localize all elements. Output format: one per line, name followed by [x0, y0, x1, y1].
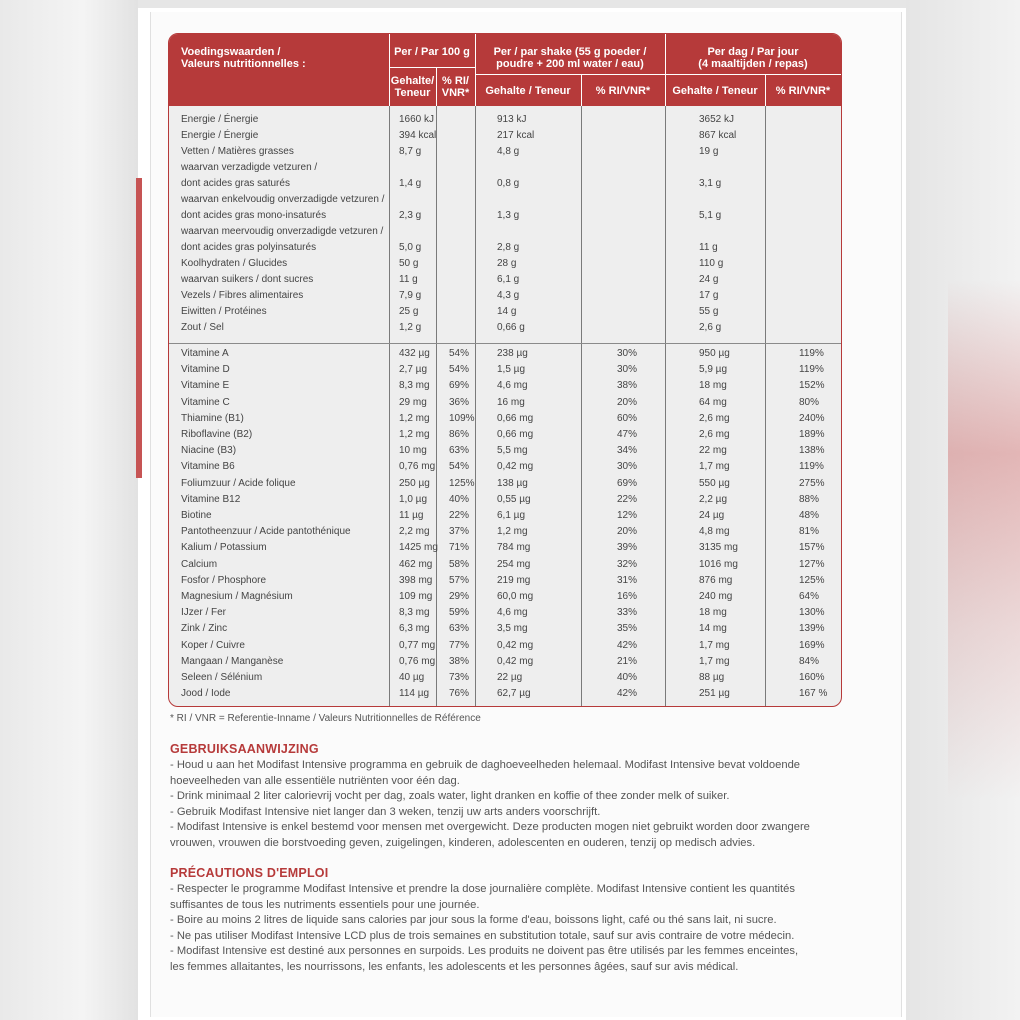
ri-per-day: 275%	[799, 477, 825, 489]
table-row	[169, 559, 841, 575]
ri-per-100g: 37%	[449, 526, 470, 538]
value-per-day: 2,6 mg	[699, 412, 730, 424]
table-row	[169, 397, 841, 413]
table-row	[169, 494, 841, 510]
row-label: IJzer / Fer	[181, 607, 227, 619]
value-per-day: 950 µg	[699, 348, 730, 359]
nutrition-table	[168, 33, 842, 707]
row-label: Niacine (B3)	[181, 445, 237, 457]
row-label: Calcium	[181, 558, 218, 570]
value-per-shake: 22 µg	[497, 672, 523, 683]
header-col0-line1: Voedingswaarden /	[181, 46, 281, 58]
header-col3-top-1: Per dag / Par jour	[707, 46, 799, 58]
value-per-day: 24 µg	[699, 510, 725, 521]
value-per-shake: 60,0 mg	[497, 591, 534, 602]
value-per-day: 2,2 µg	[699, 493, 728, 505]
ri-per-100g: 58%	[449, 558, 470, 570]
value-per-shake: 0,66 mg	[497, 412, 534, 424]
value-per-shake: 138 µg	[497, 477, 528, 489]
value-per-100g: 1425 mg	[399, 542, 438, 554]
ri-per-100g: 54%	[449, 364, 470, 376]
value-per-shake: 1,2 mg	[497, 526, 528, 538]
value-per-day: 18 mg	[699, 607, 727, 619]
value-per-100g: 11 g	[399, 274, 418, 285]
table-row	[169, 591, 841, 607]
table-row	[169, 607, 841, 623]
row-label: Vezels / Fibres alimentaires	[181, 290, 304, 301]
ri-per-shake: 47%	[617, 429, 638, 440]
value-per-day: 1,7 mg	[699, 655, 730, 667]
value-per-100g: 1660 kJ	[399, 114, 435, 125]
ri-per-100g: 109%	[449, 412, 475, 424]
value-per-100g: 29 mg	[399, 396, 427, 408]
value-per-day: 240 mg	[699, 591, 733, 602]
value-per-100g: 1,2 mg	[399, 429, 430, 440]
row-label: Eiwitten / Protéines	[181, 306, 267, 317]
header-col2-top-1: Per / par shake (55 g poeder /	[493, 46, 647, 58]
row-label: waarvan verzadigde vetzuren /	[181, 162, 318, 173]
value-per-shake: 4,8 g	[497, 146, 520, 157]
value-per-shake: 2,8 g	[497, 242, 520, 253]
ri-per-shake: 22%	[617, 493, 638, 505]
value-per-day: 3652 kJ	[699, 114, 735, 125]
row-label: Vetten / Matières grasses	[181, 146, 294, 157]
value-per-shake: 238 µg	[497, 348, 528, 359]
table-row	[169, 258, 841, 274]
table-row	[169, 162, 841, 194]
fr-line: les femmes allaitantes, les nourrissons, les enfants, les adolescents et les personnes âgées, sauf sur avis médical.	[170, 960, 739, 973]
value-per-shake: 6,1 µg	[497, 510, 526, 521]
ri-per-100g: 38%	[449, 655, 470, 667]
value-per-day: 24 g	[699, 274, 719, 285]
ri-per-day: 139%	[799, 623, 825, 635]
ri-per-day: 119%	[799, 348, 824, 359]
ri-per-day: 127%	[799, 558, 825, 570]
table-row	[169, 348, 841, 364]
value-per-100g: 8,3 mg	[399, 380, 430, 392]
nl-line: - Modifast Intensive is enkel bestemd voor mensen met overgewicht. Deze producten mogen niet gebruikt worden door zwangere	[170, 821, 810, 834]
value-per-day: 5,9 µg	[699, 364, 728, 376]
table-row	[169, 114, 841, 130]
row-label-fr: dont acides gras polyinsaturés	[181, 242, 317, 253]
value-per-shake: 217 kcal	[497, 130, 535, 141]
nl-line: hoeveelheden van alle essentiële nutriënten voor één dag.	[170, 774, 460, 787]
row-label: Thiamine (B1)	[181, 412, 244, 424]
ri-per-100g: 22%	[449, 510, 470, 521]
table-row	[169, 623, 841, 639]
ri-per-day: 160%	[799, 672, 825, 683]
row-label: Jood / Iode	[181, 688, 231, 700]
value-per-day: 18 mg	[699, 380, 727, 392]
value-per-100g: 6,3 mg	[399, 623, 430, 635]
value-per-100g: 11 µg	[399, 510, 424, 521]
ri-per-shake: 60%	[617, 412, 638, 424]
table-row	[169, 194, 841, 226]
value-per-shake: 6,1 g	[497, 274, 520, 285]
value-per-shake: 5,5 mg	[497, 445, 528, 457]
ri-per-shake: 69%	[617, 477, 638, 489]
value-per-day: 867 kcal	[699, 130, 737, 141]
ri-per-100g: 40%	[449, 493, 470, 505]
table-row	[169, 226, 841, 258]
value-per-shake: 4,3 g	[497, 290, 520, 301]
ri-per-day: 84%	[799, 655, 820, 667]
ri-per-shake: 42%	[617, 688, 638, 700]
row-label: Magnesium / Magnésium	[181, 591, 293, 602]
row-label: Fosfor / Phosphore	[181, 574, 267, 586]
value-per-shake: 28 g	[497, 258, 517, 269]
row-label-fr: dont acides gras saturés	[181, 178, 290, 189]
ri-per-shake: 38%	[617, 380, 638, 392]
value-per-day: 3,1 g	[699, 178, 722, 189]
header-col3-top-2: (4 maaltijden / repas)	[698, 58, 808, 70]
row-label-fr: dont acides gras mono-insaturés	[181, 210, 327, 221]
row-label: waarvan enkelvoudig onverzadigde vetzuren /	[181, 194, 385, 205]
header-col1-top: Per / Par 100 g	[394, 46, 470, 58]
value-per-100g: 50 g	[399, 258, 419, 269]
value-per-day: 876 mg	[699, 574, 733, 586]
value-per-100g: 7,9 g	[399, 290, 422, 301]
table-row	[169, 130, 841, 146]
value-per-day: 5,1 g	[699, 210, 722, 221]
ri-per-shake: 20%	[617, 396, 638, 408]
value-per-100g: 8,7 g	[399, 146, 422, 157]
nl-instructions	[170, 758, 860, 852]
value-per-day: 11 g	[699, 242, 718, 253]
header-col1-sub-a-1: Gehalte/	[390, 75, 435, 87]
header-col3-sub-a: Gehalte / Teneur	[672, 85, 758, 97]
value-per-day: 19 g	[699, 146, 719, 157]
value-per-day: 1,7 mg	[699, 461, 730, 473]
ri-per-day: 240%	[799, 412, 825, 424]
row-label: Zout / Sel	[181, 322, 224, 333]
value-per-shake: 0,66 mg	[497, 429, 534, 440]
value-per-shake: 0,55 µg	[497, 493, 531, 505]
ri-per-day: 64%	[799, 591, 820, 602]
value-per-day: 4,8 mg	[699, 526, 730, 538]
box-left-side	[0, 0, 138, 1020]
header-col2-sub-a: Gehalte / Teneur	[485, 85, 571, 97]
ri-per-day: 88%	[799, 493, 820, 505]
row-label: Energie / Énergie	[181, 114, 259, 125]
table-row	[169, 413, 841, 429]
table-row	[169, 290, 841, 306]
fr-line: - Modifast Intensive est destiné aux personnes en surpoids. Les produits ne doivent pas être utilisés par les femmes enceintes,	[170, 945, 799, 958]
value-per-shake: 0,42 mg	[497, 655, 534, 667]
value-per-shake: 3,5 mg	[497, 623, 528, 635]
value-per-100g: 1,2 mg	[399, 412, 430, 424]
row-label: Koper / Cuivre	[181, 639, 245, 651]
value-per-shake: 219 mg	[497, 574, 531, 586]
ri-per-shake: 31%	[617, 574, 638, 586]
value-per-shake: 16 mg	[497, 396, 525, 408]
table-row	[169, 322, 841, 338]
table-row	[169, 542, 841, 558]
row-label: waarvan meervoudig onverzadigde vetzuren /	[181, 226, 384, 237]
value-per-100g: 40 µg	[399, 672, 425, 683]
value-per-100g: 109 mg	[399, 591, 433, 602]
row-label: Koolhydraten / Glucides	[181, 258, 288, 269]
ri-per-shake: 32%	[617, 558, 638, 570]
ri-per-100g: 73%	[449, 672, 470, 683]
row-label: Mangaan / Manganèse	[181, 655, 284, 667]
value-per-100g: 1,2 g	[399, 322, 422, 333]
value-per-100g: 114 µg	[399, 688, 430, 700]
value-per-100g: 398 mg	[399, 574, 433, 586]
table-row	[169, 672, 841, 688]
ri-per-100g: 63%	[449, 623, 470, 635]
nutrition-table-header	[169, 34, 841, 106]
ri-per-shake: 34%	[617, 445, 638, 457]
header-col3-sep	[665, 74, 841, 75]
value-per-shake: 0,42 mg	[497, 639, 534, 651]
header-col1-sep	[389, 67, 475, 68]
value-per-shake: 62,7 µg	[497, 688, 531, 700]
ri-per-100g: 36%	[449, 396, 470, 408]
ri-per-day: 48%	[799, 510, 820, 521]
row-label: Vitamine E	[181, 380, 230, 392]
value-per-shake: 14 g	[497, 306, 517, 317]
value-per-100g: 0,77 mg	[399, 639, 436, 651]
table-row	[169, 688, 841, 704]
ri-per-day: 157%	[799, 542, 825, 554]
value-per-shake: 254 mg	[497, 558, 531, 570]
ri-per-100g: 71%	[449, 542, 470, 554]
row-label: Vitamine B12	[181, 493, 241, 505]
footnote: * RI / VNR = Referentie-Inname / Valeurs Nutritionnelles de Référence	[170, 713, 481, 724]
value-per-day: 3135 mg	[699, 542, 738, 554]
ri-per-day: 130%	[799, 607, 825, 619]
row-label: Pantotheenzuur / Acide pantothénique	[181, 526, 351, 538]
ri-per-shake: 12%	[617, 510, 638, 521]
row-label: Vitamine B6	[181, 461, 235, 473]
ri-per-shake: 21%	[617, 655, 638, 667]
box-left-stripe	[136, 178, 142, 478]
box-top-edge	[138, 0, 906, 8]
fr-instructions	[170, 882, 860, 976]
header-col1-sub-b-1: % RI/	[442, 75, 469, 87]
value-per-day: 88 µg	[699, 672, 725, 683]
fr-line: - Respecter le programme Modifast Intensive et prendre la dose journalière complète. Modifast Intensive contient les quantités	[170, 883, 795, 895]
value-per-100g: 0,76 mg	[399, 461, 436, 473]
value-per-shake: 1,5 µg	[497, 364, 526, 376]
fr-section-title: PRÉCAUTIONS D'EMPLOI	[170, 866, 329, 880]
section-divider	[169, 343, 841, 344]
value-per-day: 1016 mg	[699, 558, 738, 570]
table-row	[169, 510, 841, 526]
ri-per-100g: 57%	[449, 574, 470, 586]
value-per-100g: 1,4 g	[399, 178, 422, 189]
value-per-day: 64 mg	[699, 396, 727, 408]
row-label: Riboflavine (B2)	[181, 429, 253, 440]
value-per-100g: 250 µg	[399, 477, 430, 489]
value-per-day: 2,6 mg	[699, 429, 730, 440]
value-per-day: 55 g	[699, 306, 719, 317]
table-row	[169, 306, 841, 322]
value-per-100g: 0,76 mg	[399, 655, 436, 667]
row-label: Biotine	[181, 510, 212, 521]
value-per-100g: 25 g	[399, 306, 419, 317]
ri-per-shake: 35%	[617, 623, 638, 635]
ri-per-100g: 86%	[449, 429, 470, 440]
ri-per-100g: 54%	[449, 348, 470, 359]
value-per-shake: 784 mg	[497, 542, 531, 554]
ri-per-shake: 30%	[617, 461, 638, 473]
header-col2-top-2: poudre + 200 ml water / eau)	[496, 58, 644, 70]
ri-per-day: 167 %	[799, 688, 828, 700]
nl-line: - Gebruik Modifast Intensive niet langer dan 3 weken, tenzij uw arts anders voorschrijft.	[170, 805, 601, 818]
value-per-shake: 1,3 g	[497, 210, 520, 221]
value-per-day: 251 µg	[699, 688, 730, 700]
row-label: Zink / Zinc	[181, 623, 228, 635]
ri-per-day: 119%	[799, 364, 824, 376]
ri-per-shake: 42%	[617, 639, 638, 651]
ri-per-day: 152%	[799, 380, 825, 392]
value-per-day: 2,6 g	[699, 322, 722, 333]
value-per-100g: 462 mg	[399, 558, 433, 570]
value-per-100g: 5,0 g	[399, 242, 422, 253]
header-col1-sub-b-2: VNR*	[441, 87, 470, 99]
value-per-shake: 0,66 g	[497, 322, 525, 333]
table-row	[169, 445, 841, 461]
table-row	[169, 364, 841, 380]
value-per-100g: 8,3 mg	[399, 607, 430, 619]
ri-per-100g: 125%	[449, 477, 475, 489]
table-row	[169, 640, 841, 656]
table-row	[169, 656, 841, 672]
table-row	[169, 461, 841, 477]
value-per-day: 14 mg	[699, 623, 727, 635]
ri-per-100g: 54%	[449, 461, 470, 473]
value-per-day: 1,7 mg	[699, 639, 730, 651]
table-row	[169, 429, 841, 445]
row-label: Foliumzuur / Acide folique	[181, 477, 296, 489]
nl-line: - Houd u aan het Modifast Intensive programma en gebruik de daghoeveelheden helemaal. Modifast Intensive bevat voldoende	[170, 759, 801, 771]
value-per-day: 110 g	[699, 258, 724, 269]
box-right-decoration	[948, 280, 1020, 800]
value-per-100g: 10 mg	[399, 445, 427, 457]
row-label: Kalium / Potassium	[181, 542, 267, 554]
ri-per-shake: 16%	[617, 591, 638, 602]
ri-per-100g: 63%	[449, 445, 470, 457]
value-per-day: 22 mg	[699, 445, 727, 457]
ri-per-day: 81%	[799, 526, 820, 538]
row-label: Vitamine C	[181, 396, 230, 408]
header-col1-sub-a-2: Teneur	[394, 87, 431, 99]
ri-per-shake: 39%	[617, 542, 638, 554]
header-col3-sub-b: % RI/VNR*	[775, 85, 831, 97]
ri-per-100g: 29%	[449, 591, 470, 602]
table-row	[169, 274, 841, 290]
value-per-shake: 913 kJ	[497, 114, 527, 125]
value-per-100g: 2,7 µg	[399, 364, 428, 376]
row-label: Seleen / Sélénium	[181, 672, 263, 683]
ri-per-shake: 40%	[617, 672, 638, 683]
ri-per-day: 80%	[799, 396, 820, 408]
value-per-100g: 1,0 µg	[399, 493, 428, 505]
value-per-shake: 4,6 mg	[497, 380, 528, 392]
header-col2-sep	[475, 74, 665, 75]
ri-per-100g: 77%	[449, 639, 470, 651]
table-row	[169, 478, 841, 494]
nl-line: - Drink minimaal 2 liter calorievrij vocht per dag, zoals water, light dranken en koffie of thee zonder melk of suiker.	[170, 790, 730, 803]
ri-per-shake: 30%	[617, 348, 638, 359]
header-col2-sub-b: % RI/VNR*	[595, 85, 651, 97]
value-per-shake: 4,6 mg	[497, 607, 528, 619]
ri-per-day: 189%	[799, 429, 825, 440]
ri-per-shake: 30%	[617, 364, 638, 376]
table-row	[169, 526, 841, 542]
fr-line: - Ne pas utiliser Modifast Intensive LCD plus de trois semaines en substitution totale, sauf sur avis contraire de votre médecin.	[170, 929, 795, 942]
value-per-shake: 0,8 g	[497, 178, 520, 189]
nl-section-title: GEBRUIKSAANWIJZING	[170, 742, 319, 756]
value-per-100g: 394 kcal	[399, 130, 437, 141]
ri-per-100g: 76%	[449, 688, 470, 700]
value-per-100g: 2,3 g	[399, 210, 422, 221]
ri-per-100g: 69%	[449, 380, 470, 392]
row-label: Vitamine D	[181, 364, 230, 376]
ri-per-day: 169%	[799, 639, 825, 651]
table-row	[169, 146, 841, 162]
value-per-day: 17 g	[699, 290, 719, 301]
ri-per-day: 125%	[799, 574, 825, 586]
value-per-100g: 432 µg	[399, 348, 430, 359]
row-label: Energie / Énergie	[181, 130, 259, 141]
ri-per-100g: 59%	[449, 607, 470, 619]
value-per-shake: 0,42 mg	[497, 461, 534, 473]
row-label: waarvan suikers / dont sucres	[181, 274, 314, 285]
ri-per-shake: 33%	[617, 607, 638, 619]
fr-line: - Boire au moins 2 litres de liquide sans calories par jour sous la forme d'eau, boissons light, café ou thé sans lait, ni sucre.	[170, 914, 777, 927]
table-row	[169, 575, 841, 591]
table-row	[169, 380, 841, 396]
header-col0-line2: Valeurs nutritionnelles :	[181, 58, 306, 70]
value-per-100g: 2,2 mg	[399, 526, 430, 538]
ri-per-shake: 20%	[617, 526, 638, 538]
ri-per-day: 119%	[799, 461, 824, 473]
value-per-day: 550 µg	[699, 477, 730, 489]
ri-per-day: 138%	[799, 445, 825, 457]
nl-line: vrouwen, vrouwen die borstvoeding geven, zuigelingen, kinderen, adolescenten en ouderen, tenzij op medisch advies.	[170, 836, 756, 849]
row-label: Vitamine A	[181, 348, 229, 359]
fr-line: suffisantes de tous les nutriments essentiels pour une journée.	[170, 898, 480, 911]
